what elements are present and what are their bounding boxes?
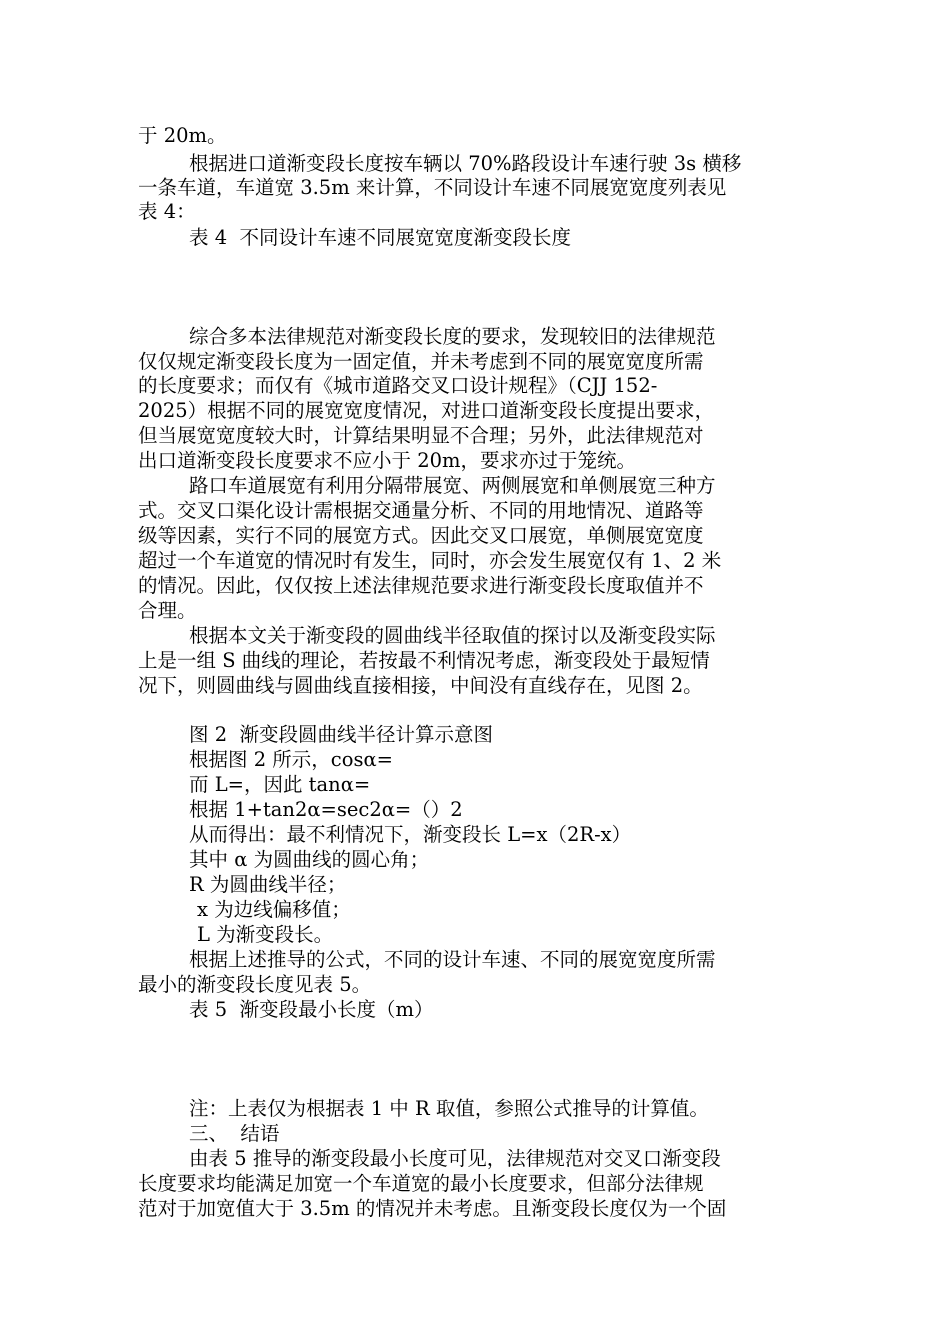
text-line: 长度要求均能满足加宽一个车道宽的最小长度要求，但部分法律规 — [138, 1172, 704, 1195]
text-line: 由表 5 推导的渐变段最小长度可见，法律规范对交叉口渐变段 — [189, 1147, 721, 1170]
text-line: 根据进口道渐变段长度按车辆以 70%路段设计车速行驶 3s 横移 — [189, 152, 742, 175]
text-line: 级等因素，实行不同的展宽方式。因此交叉口展宽，单侧展宽宽度 — [138, 524, 704, 547]
text-line: 合理。 — [138, 599, 197, 622]
text-line: 综合多本法律规范对渐变段长度的要求，发现较旧的法律规范 — [189, 325, 716, 348]
text-line: 表 4： — [138, 200, 196, 223]
text-line: x 为边线偏移值； — [197, 898, 351, 921]
text-line: 于 20m。 — [138, 124, 227, 147]
note-line: 注：上表仅为根据表 1 中 R 取值，参照公式推导的计算值。 — [189, 1097, 709, 1120]
formula-line: 根据图 2 所示，cosα= — [189, 748, 393, 771]
table-caption: 表 4 不同设计车速不同展宽宽度渐变段长度 — [189, 226, 572, 249]
formula-line: 而 L=，因此 tanα= — [189, 773, 371, 796]
text-line: 仅仅规定渐变段长度为一固定值，并未考虑到不同的展宽宽度所需 — [138, 350, 704, 373]
text-line: 上是一组 S 曲线的理论，若按最不利情况考虑，渐变段处于最短情 — [138, 649, 710, 672]
text-line: 但当展宽宽度较大时，计算结果明显不合理；另外，此法律规范对 — [138, 424, 704, 447]
text-line: 根据上述推导的公式，不同的设计车速、不同的展宽宽度所需 — [189, 948, 716, 971]
text-line: 路口车道展宽有利用分隔带展宽、两侧展宽和单侧展宽三种方 — [189, 474, 716, 497]
text-line: 的情况。因此，仅仅按上述法律规范要求进行渐变段长度取值并不 — [138, 574, 704, 597]
text-line: 一条车道，车道宽 3.5m 来计算，不同设计车速不同展宽宽度列表见 — [138, 176, 727, 199]
text-line: 超过一个车道宽的情况时有发生，同时，亦会发生展宽仅有 1、2 米 — [138, 549, 722, 572]
text-line: 式。交叉口渠化设计需根据交通量分析、不同的用地情况、道路等 — [138, 499, 704, 522]
text-line: 况下，则圆曲线与圆曲线直接相接，中间没有直线存在，见图 2。 — [138, 674, 703, 697]
section-heading: 三、 结语 — [189, 1122, 280, 1145]
formula-line: 从而得出：最不利情况下，渐变段长 L=x（2R-x） — [189, 823, 632, 846]
text-line: L 为渐变段长。 — [197, 923, 334, 946]
text-line: 最小的渐变段长度见表 5。 — [138, 973, 372, 996]
text-line: R 为圆曲线半径； — [189, 873, 347, 896]
text-line: 其中 α 为圆曲线的圆心角； — [189, 848, 430, 871]
text-line: 出口道渐变段长度要求不应小于 20m，要求亦过于笼统。 — [138, 449, 637, 472]
text-line: 根据本文关于渐变段的圆曲线半径取值的探讨以及渐变段实际 — [189, 624, 716, 647]
text-line: 2025）根据不同的展宽宽度情况，对进口道渐变段长度提出要求， — [138, 399, 715, 422]
figure-caption: 图 2 渐变段圆曲线半径计算示意图 — [189, 723, 494, 746]
formula-line: 根据 1+tan2α=sec2α=（）2 — [189, 798, 463, 821]
text-line: 的长度要求；而仅有《城市道路交叉口设计规程》（CJJ 152- — [138, 374, 658, 397]
text-line: 范对于加宽值大于 3.5m 的情况并未考虑。且渐变段长度仅为一个固 — [138, 1197, 727, 1220]
table-caption: 表 5 渐变段最小长度（m） — [189, 998, 434, 1021]
